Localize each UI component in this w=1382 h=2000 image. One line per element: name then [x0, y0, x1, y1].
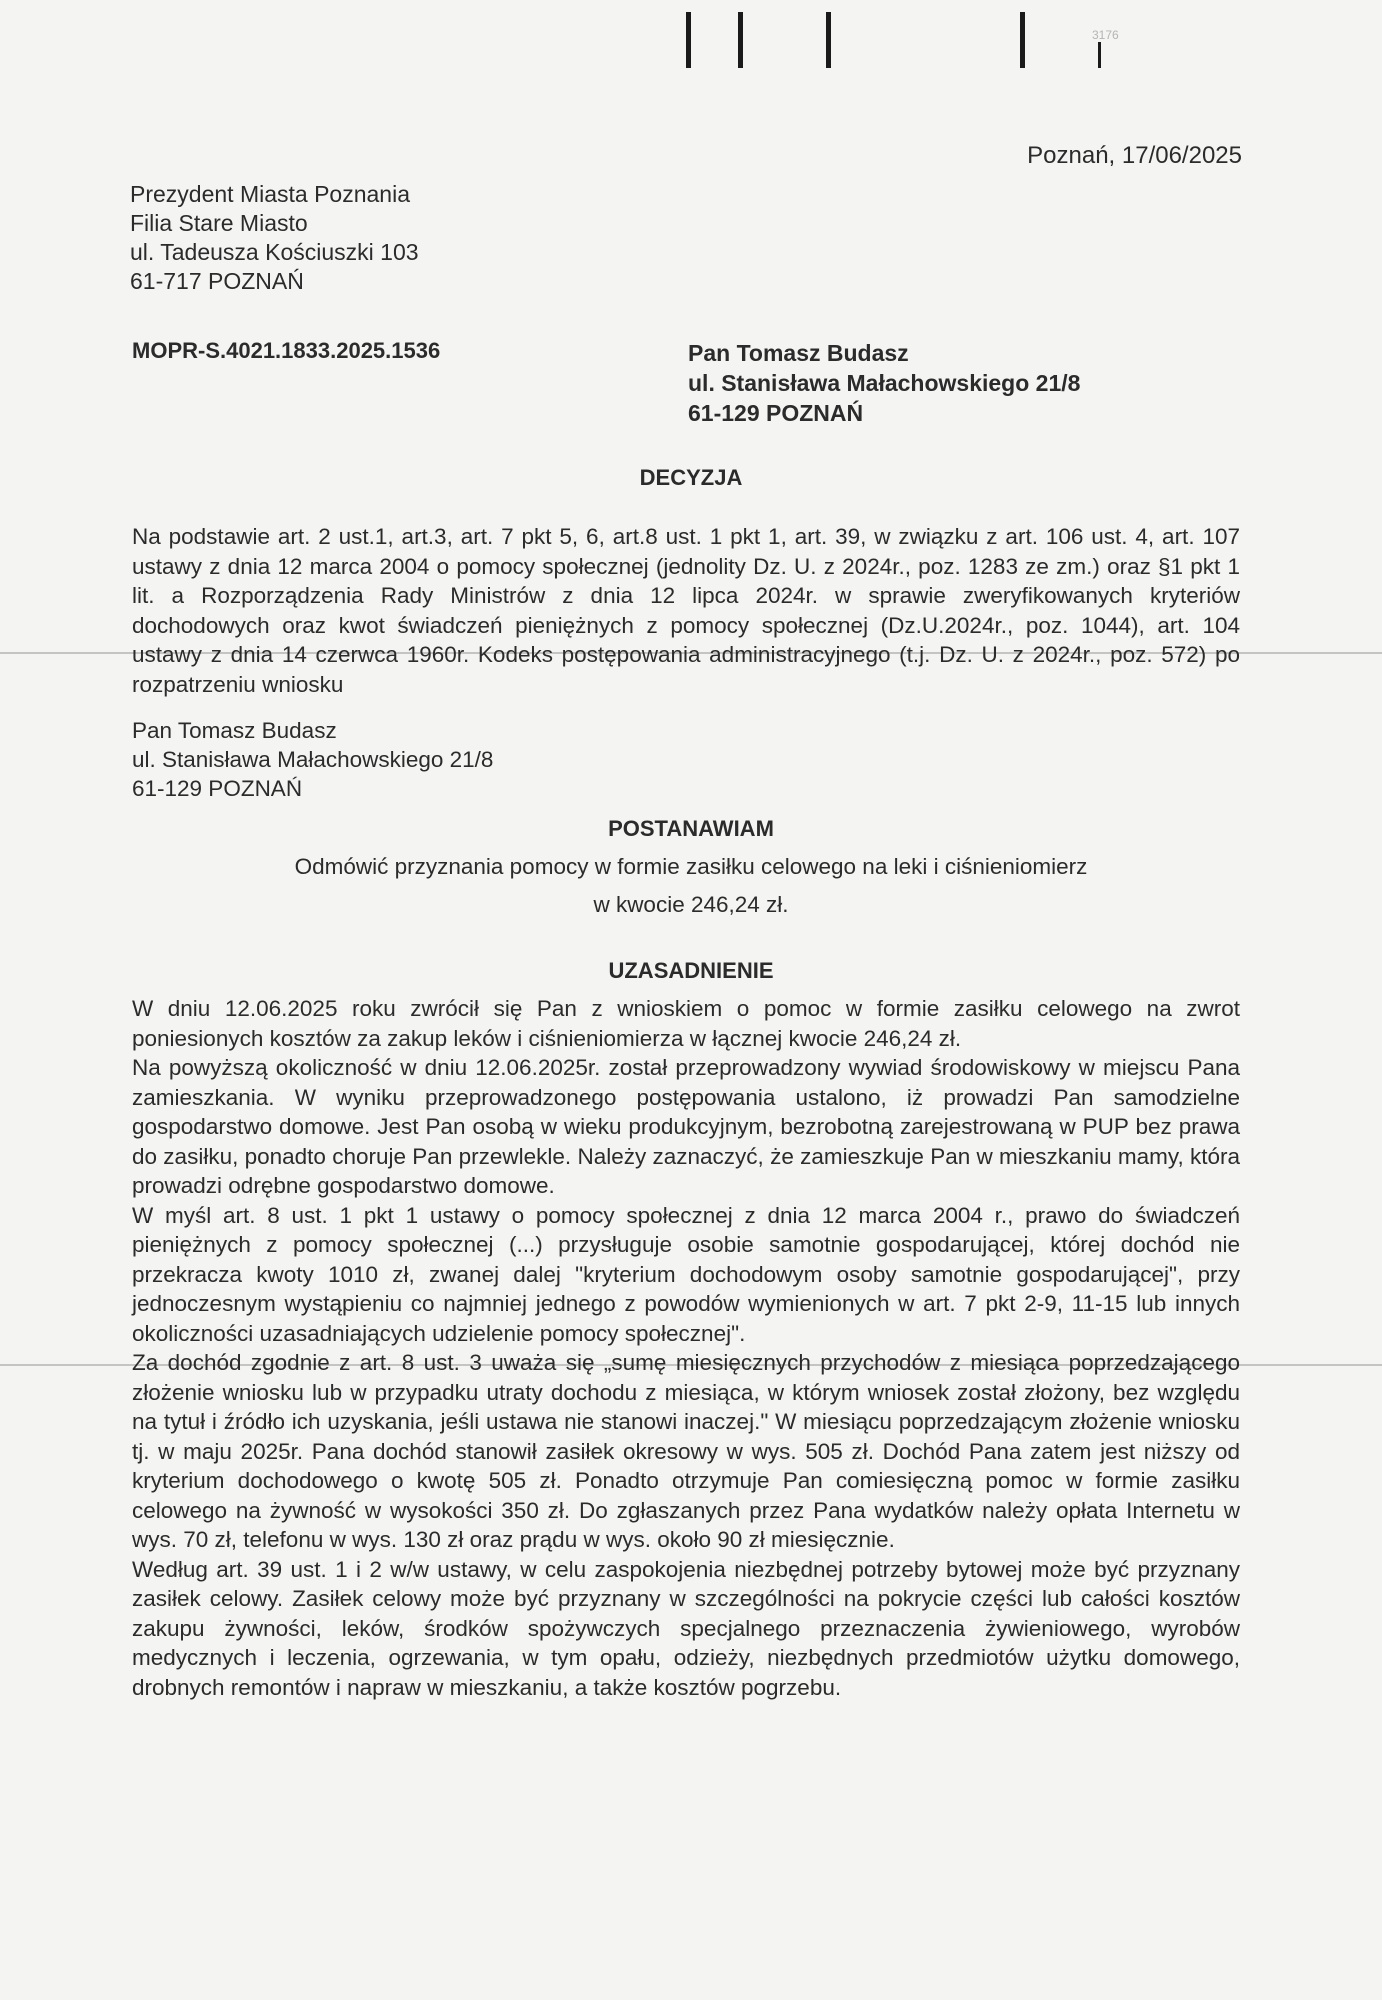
barcode-bar [1020, 12, 1025, 68]
resolve-heading: POSTANAWIAM [608, 816, 774, 841]
justification-paragraph: W dniu 12.06.2025 roku zwrócił się Pan z wnioskiem o pomoc w formie zasiłku celowego na zwrot poniesionych kosztów za zakup leków i ciśnieniomierza w łącznej kwocie 246,24 zł. [132, 996, 1240, 1051]
decision-line: Odmówić przyznania pomocy w formie zasiłku celowego na leki i ciśnieniomierz [294, 854, 1088, 879]
postal-barcode [680, 12, 1120, 70]
applicant-line: 61-129 POZNAŃ [132, 776, 303, 801]
decision-line: w kwocie 246,24 zł. [593, 892, 789, 917]
legal-basis-text: Na podstawie art. 2 ust.1, art.3, art. 7 pkt 5, 6, art.8 ust. 1 pkt 1, art. 39, w związku z art. 106 ust. 4, art. 107 ustawy z dnia 12 marca 2004 o pomocy społecznej (jednolity Dz. U. z 2024r., poz. 1283 ze zm.) oraz §1 pkt 1 lit. a Rozporządzenia Rady Ministrów z dnia 12 lipca 2024r. w sprawie zweryfikowanych kryteriów dochodowych oraz kwot świadczeń pieniężnych z pomocy społecznej (Dz.U.2024r., poz. 1044), art. 104 ustawy z dnia 14 czerwca 1960r. Kodeks postępowania administracyjnego (t.j. Dz. U. z 2024r., poz. 572) po rozpatrzeniu wniosku [132, 524, 1240, 697]
sender-line: 61-717 POZNAŃ [130, 268, 304, 294]
sender-line: Prezydent Miasta Poznania [130, 181, 410, 207]
legal-basis-paragraph [132, 522, 1240, 699]
applicant-line: ul. Stanisława Małachowskiego 21/8 [132, 747, 494, 772]
justification-body [132, 994, 1240, 1702]
justification-paragraph: W myśl art. 8 ust. 1 pkt 1 ustawy o pomocy społecznej z dnia 12 marca 2004 r., prawo do świadczeń pieniężnych z pomocy społecznej (...) przysługuje osobie samotnie gospodarującej, której dochód nie przekracza kwoty 1010 zł, zwanej dalej "kryterium dochodowym osoby samotnie gospodarującej", przy jednoczesnym wystąpieniu co najmniej jednego z powodów wymienionych w art. 7 pkt 2-9, 11-15 lub innych okoliczności uzasadniających udzielenie pomocy społecznej". [132, 1202, 1240, 1346]
stamp-mark: 3176 [1092, 28, 1119, 42]
recipient-line: Pan Tomasz Budasz [688, 340, 909, 366]
barcode-bar [1098, 42, 1101, 68]
sender-line: ul. Tadeusza Kościuszki 103 [130, 239, 419, 265]
justification-heading: UZASADNIENIE [608, 958, 774, 983]
applicant-line: Pan Tomasz Budasz [132, 718, 337, 743]
decision-statement [0, 848, 1382, 924]
sender-line: Filia Stare Miasto [130, 210, 308, 236]
applicant-address [132, 716, 493, 803]
barcode-bar [738, 12, 743, 68]
justification-paragraph: Za dochód zgodnie z art. 8 ust. 3 uważa się „sumę miesięcznych przychodów z miesiąca poprzedzającego złożenie wniosku lub w przypadku utraty dochodu z miesiąca, w którym wniosek został złożony, bez względu na tytuł i źródło ich uzyskania, jeśli ustawa nie stanowi inaczej." W miesiącu poprzedzającym złożenie wniosku tj. w maju 2025r. Pana dochód stanowił zasiłek okresowy w wys. 505 zł. Dochód Pana zatem jest niższy od kryterium dochodowego o kwotę 505 zł. Ponadto otrzymuje Pan comiesięczną pomoc w formie zasiłku celowego na żywność w wysokości 350 zł. Do zgłaszanych przez Pana wydatków należy opłata Internetu w wys. 70 zł, telefonu w wys. 130 zł oraz prądu w wys. około 90 zł miesięcznie. [132, 1350, 1240, 1552]
document-date: Poznań, 17/06/2025 [1027, 142, 1242, 169]
barcode-bar [826, 12, 831, 68]
justification-paragraph: Według art. 39 ust. 1 i 2 w/w ustawy, w celu zaspokojenia niezbędnej potrzeby bytowej może być przyznany zasiłek celowy. Zasiłek celowy może być przyznany w szczególności na pokrycie części lub całości kosztów zakupu żywności, leków, środków spożywczych specjalnego przeznaczenia żywieniowego, wyrobów medycznych i leczenia, ogrzewania, w tym opału, odzieży, niezbędnych przedmiotów użytku domowego, drobnych remontów i napraw w mieszkaniu, a także kosztów pogrzebu. [132, 1556, 1240, 1700]
recipient-address [688, 338, 1080, 428]
recipient-line: ul. Stanisława Małachowskiego 21/8 [688, 370, 1081, 396]
case-reference: MOPR-S.4021.1833.2025.1536 [132, 338, 441, 363]
sender-address [130, 180, 419, 296]
recipient-line: 61-129 POZNAŃ [688, 400, 864, 426]
justification-paragraph: Na powyższą okoliczność w dniu 12.06.2025r. został przeprowadzony wywiad środowiskowy w miejscu Pana zamieszkania. W wyniku przeprowadzonego postępowania ustalono, iż prowadzi Pan samodzielne gospodarstwo domowe. Jest Pan osobą w wieku produkcyjnym, bezrobotną zarejestrowaną w PUP bez prawa do zasiłku, ponadto choruje Pan przewlekle. Należy zaznaczyć, że zamieszkuje Pan w mieszkaniu mamy, która prowadzi odrębne gospodarstwo domowe. [132, 1055, 1240, 1198]
barcode-bar [686, 12, 691, 68]
document-title: DECYZJA [639, 465, 743, 490]
